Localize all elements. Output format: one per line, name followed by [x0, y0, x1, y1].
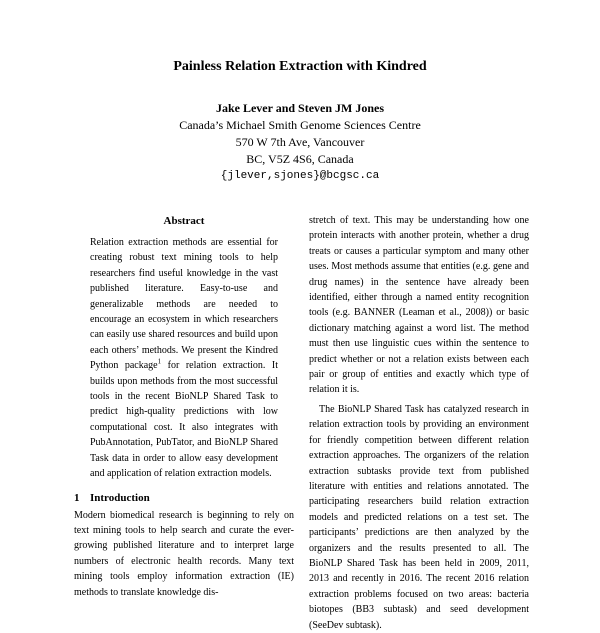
affiliation: Canada’s Michael Smith Genome Sciences Centre	[179, 118, 421, 132]
right-column	[309, 213, 529, 633]
abstract-text-part2: for relation extraction. It builds upon methods from the most successful tools in the recent BioNLP Shared Task to predict high-quality predictions with low computational cost. It also integrates with PubAnnotation, PubTator, and BioNLP Shared Task data in order to allow easy development and application of relation extraction models.	[90, 360, 279, 480]
left-column	[74, 213, 294, 600]
paper-title: Painless Relation Extraction with Kindred	[173, 59, 427, 74]
right-paragraph-1: stretch of text. This may be understanding how one protein interacts with another protein, whether a drug treats or causes a particular symptom and many other uses. Most methods assume that entities (e.g. gene and drug names) in the sentence have already been identified, either through a named entity recognition tools (e.g. BANNER (Leaman et al., 2008)) or basic dictionary matching against a word list. The method must then use linguistic cues within the sentence to predict whether or not a relation exists between each pair or group of entities and exactly which type of relation it is.	[309, 215, 529, 396]
right-paragraph-2: The BioNLP Shared Task has catalyzed research in relation extraction tools by providing an environment for friendly competition between different relation extraction approaches. The organizers of the relation extraction subtasks provide text from published literature with entities and relations annotated. The participating researchers build relation extraction models and predicted relations on a test set. The participants’ predictions are then analyzed by the organizers and the results presented to all. The BioNLP Shared Task has been held in 2009, 2011, 2013 and recently in 2016. The recent 2016 relation extraction problems focused on two areas: bacteria biotopes (BB3 subtask) and seed development (SeeDev subtask).	[309, 403, 529, 631]
abstract-heading: Abstract	[163, 215, 205, 227]
section-number: 1	[74, 491, 80, 504]
author-names: Jake Lever and Steven JM Jones	[215, 101, 385, 115]
author-email: {jlever,sjones}@bcgsc.ca	[220, 170, 380, 182]
introduction-heading	[74, 490, 294, 506]
address-line-1: 570 W 7th Ave, Vancouver	[235, 135, 365, 149]
abstract-paragraph	[90, 235, 278, 482]
footnote-marker: 1	[157, 357, 162, 366]
address-line-2: BC, V5Z 4S6, Canada	[246, 152, 354, 166]
introduction-paragraph-1: Modern biomedical research is beginning to rely on text mining tools to help search and curate the ever-growing published literature and to interpret large numbers of electronic health records. Many text mining tools employ information extraction (IE) methods to translate knowledge dis-	[74, 509, 294, 598]
author-block	[0, 100, 600, 185]
abstract-body	[74, 235, 294, 482]
abstract-text-part1: Relation extraction methods are essential for creating robust text mining tools to help researchers find useful knowledge in the vast published literature. Easy-to-use and generalizable methods are needed to encourage an ecosystem in which researchers can easily use shared resources and build upon each others’ methods. We present the Kindred Python package	[90, 237, 278, 372]
section-title-text: Introduction	[90, 491, 150, 504]
